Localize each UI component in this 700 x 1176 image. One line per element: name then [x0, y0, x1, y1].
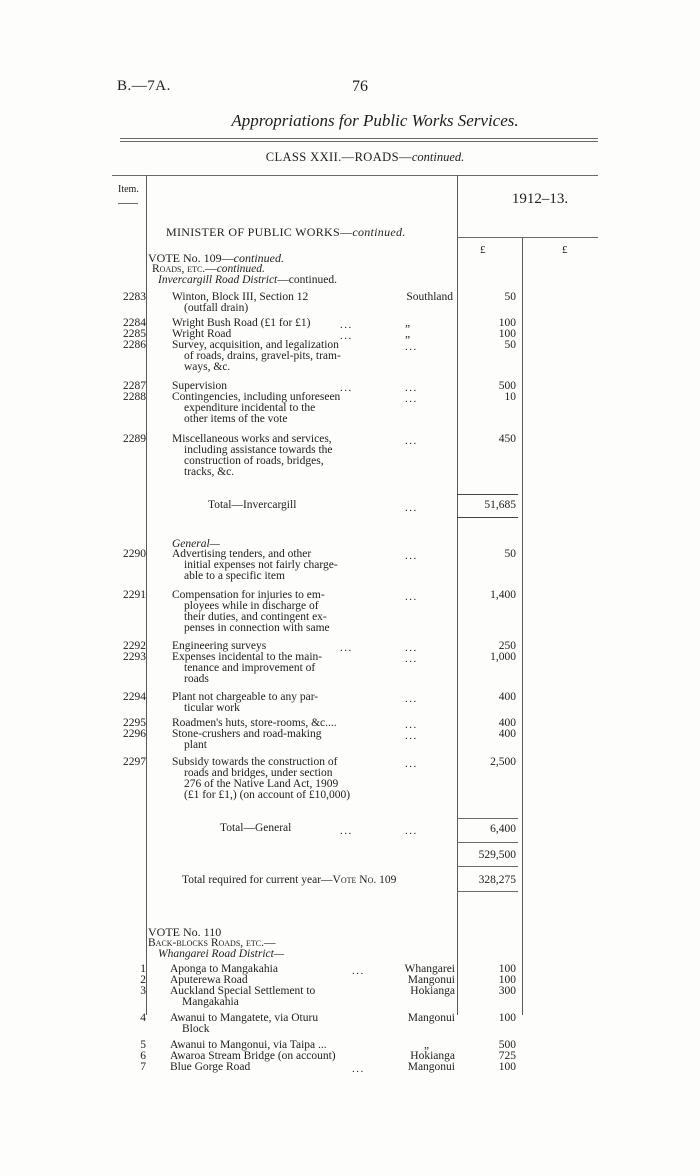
general-heading: General—	[172, 538, 220, 550]
item-description: their duties, and contingent ex-	[184, 611, 327, 623]
district-name: Hokianga	[410, 985, 455, 997]
item-number: 2289	[123, 433, 146, 445]
district-name: ...	[405, 382, 418, 394]
leader-dots: ...	[340, 319, 353, 331]
district-name: Mangonui	[407, 1061, 455, 1073]
district-name: ...	[405, 653, 418, 665]
item-description: roads and bridges, under section	[184, 767, 333, 779]
amount-column-rule-mid	[522, 237, 523, 1015]
item-amount: 500	[498, 380, 516, 392]
item-description: Subsidy towards the construction of	[172, 756, 338, 768]
district-name: ...	[405, 435, 418, 447]
total-invercargill-label: Total—Invercargill	[208, 499, 297, 511]
district-name: Southland	[406, 291, 453, 303]
item-description: Contingencies, including unforeseen	[172, 391, 341, 403]
district-name: Hokianga	[410, 1050, 455, 1062]
district-name: ...	[405, 719, 418, 731]
item-amount: 100	[498, 1061, 516, 1073]
item-number: 6	[140, 1050, 146, 1062]
item-number: 2291	[123, 589, 146, 601]
item-description: construction of roads, bridges,	[184, 455, 324, 467]
total-general-label: Total—General	[220, 822, 292, 834]
total-invercargill-amount: 51,685	[484, 499, 516, 511]
item-amount: 100	[498, 963, 516, 975]
item-description: (£1 for £1,) (on account of £10,000)	[184, 789, 351, 801]
vote-110-heading: VOTE No. 110	[148, 925, 222, 939]
item-amount: 725	[498, 1050, 516, 1062]
year-column-header: 1912–13.	[511, 191, 569, 207]
item-amount: 400	[498, 717, 516, 729]
item-number: 2292	[123, 640, 146, 652]
item-amount: 10	[504, 391, 516, 403]
item-description: initial expenses not fairly charge-	[184, 559, 338, 571]
item-amount: 400	[498, 691, 516, 703]
item-amount: 300	[498, 985, 516, 997]
item-number: 2288	[123, 391, 146, 403]
item-column-rule	[146, 175, 147, 1015]
item-amount: 100	[498, 974, 516, 986]
item-description: Engineering surveys	[172, 640, 267, 652]
district-name: ...	[405, 341, 418, 353]
item-amount: 450	[498, 433, 516, 445]
item-description: other items of the vote	[184, 413, 288, 425]
item-description: Awanui to Mangatete, via Oturu	[170, 1012, 319, 1024]
district-name: Mangonui	[407, 974, 455, 986]
district-name: ...	[405, 550, 418, 562]
item-number: 2	[140, 974, 146, 986]
item-description: 276 of the Native Land Act, 1909	[184, 778, 339, 790]
item-number: 3	[140, 985, 146, 997]
total-required-rule	[457, 891, 518, 892]
item-number: 2290	[123, 548, 146, 560]
item-amount: 250	[498, 640, 516, 652]
district-name: Mangonui	[407, 1012, 455, 1024]
item-description: Supervision	[172, 380, 227, 392]
item-number: 5	[140, 1039, 146, 1051]
item-description: Plant not chargeable to any par-	[172, 691, 319, 703]
item-description: of roads, drains, gravel-pits, tram-	[184, 350, 341, 362]
item-amount: 500	[498, 1039, 516, 1051]
district-name: ...	[405, 591, 418, 603]
ministry-heading: MINISTER OF PUBLIC WORKS—continued.	[166, 225, 406, 239]
item-description: plant	[184, 739, 207, 751]
item-description: tracks, &c.	[184, 466, 235, 478]
item-description: Blue Gorge Road	[170, 1061, 251, 1073]
class-heading: CLASS XXII.—ROADS—continued.	[265, 150, 465, 164]
item-column-header: Item.	[118, 184, 139, 195]
leader-dots: ...	[352, 965, 365, 977]
district-name: ...	[405, 393, 418, 405]
item-description: Aputerewa Road	[170, 974, 248, 986]
item-amount: 50	[504, 291, 516, 303]
district-name: ...	[405, 758, 418, 770]
item-number: 2295	[123, 717, 146, 729]
total-general-rule-bottom	[457, 842, 518, 843]
currency-header-2: £	[562, 244, 568, 256]
whangarei-district-heading: Whangarei Road District—	[158, 948, 285, 960]
title-rule-1	[120, 138, 598, 139]
district-name: „	[405, 317, 411, 329]
back-blocks-subheading: Back-blocks Roads, etc.—	[148, 937, 276, 949]
item-description: penses in connection with same	[184, 622, 330, 634]
page-title: Appropriations for Public Works Services.	[231, 111, 519, 130]
item-description: Compensation for injuries to em-	[172, 589, 325, 601]
item-description: able to a specific item	[184, 570, 285, 582]
document-reference: B.—7A.	[117, 78, 171, 94]
district-name: Whangarei	[404, 963, 455, 975]
item-description: ticular work	[184, 702, 240, 714]
item-amount: 1,000	[490, 651, 516, 663]
item-amount: 100	[498, 328, 516, 340]
item-number: 2286	[123, 339, 146, 351]
district-name: „	[424, 1039, 430, 1051]
item-description: Winton, Block III, Section 12	[172, 291, 309, 303]
item-description: expenditure incidental to the	[184, 402, 316, 414]
grand-subtotal-amount: 529,500	[478, 849, 516, 861]
item-amount: 100	[498, 317, 516, 329]
total-general-rule-top	[457, 818, 518, 819]
item-description: Block	[182, 1023, 210, 1035]
page-number: 76	[352, 78, 368, 95]
leader-dots: ...	[340, 642, 353, 654]
roads-subheading: Roads, etc.—continued.	[152, 263, 265, 275]
item-description: Roadmen's huts, store-rooms, &c....	[172, 717, 337, 729]
item-number: 2283	[123, 291, 146, 303]
item-amount: 400	[498, 728, 516, 740]
item-description: Advertising tenders, and other	[172, 548, 312, 560]
item-number: 2285	[123, 328, 146, 340]
grand-subtotal-rule	[457, 866, 518, 867]
leader-dots: ...	[352, 1063, 365, 1075]
item-number: 2287	[123, 380, 146, 392]
item-description: Aponga to Mangakahia	[170, 963, 278, 975]
item-description: Mangakahia	[182, 996, 239, 1008]
item-description: including assistance towards the	[184, 444, 333, 456]
vote-109-heading: VOTE No. 109—continued.	[148, 251, 284, 265]
item-description: Survey, acquisition, and legalization	[172, 339, 339, 351]
item-number: 2284	[123, 317, 146, 329]
item-amount: 50	[504, 339, 516, 351]
district-name: „	[405, 328, 411, 340]
leader-dots: ...	[340, 382, 353, 394]
item-description: ployees while in discharge of	[184, 600, 319, 612]
invercargill-district-heading: Invercargill Road District—continued.	[158, 274, 337, 286]
item-number: 4	[140, 1012, 146, 1024]
total-general-dots-2: ...	[405, 825, 418, 837]
currency-header-1: £	[480, 244, 486, 256]
item-number: 2296	[123, 728, 146, 740]
total-required-label: Total required for current year—Vote No. 109	[182, 874, 397, 886]
item-description: Auckland Special Settlement to	[170, 985, 316, 997]
item-description: Wright Road	[172, 328, 232, 340]
year-header-rule	[457, 237, 598, 238]
district-name: ...	[405, 642, 418, 654]
item-description: Expenses incidental to the main-	[172, 651, 323, 663]
table-top-rule	[112, 175, 598, 176]
item-amount: 2,500	[490, 756, 516, 768]
item-description: roads	[184, 673, 209, 685]
item-description: tenance and improvement of	[184, 662, 316, 674]
item-number: 2294	[123, 691, 146, 703]
total-required-amount: 328,275	[478, 874, 516, 886]
item-number: 2293	[123, 651, 146, 663]
item-description: Awaroa Stream Bridge (on account)	[170, 1050, 336, 1062]
item-description: Stone-crushers and road-making	[172, 728, 322, 740]
district-name: ...	[405, 730, 418, 742]
item-number: 1	[140, 963, 146, 975]
item-number: 2297	[123, 756, 146, 768]
total-general-dots-1: ...	[340, 825, 353, 837]
item-description: (outfall drain)	[184, 302, 249, 314]
item-number: 7	[140, 1061, 146, 1073]
item-amount: 100	[498, 1012, 516, 1024]
item-description: Wright Bush Road (£1 for £1)	[172, 317, 311, 329]
item-description: ways, &c.	[184, 361, 231, 373]
item-header-underline	[118, 203, 138, 204]
total-invercargill-dots: ...	[405, 502, 418, 514]
item-description: Miscellaneous works and services,	[172, 433, 332, 445]
title-rule-2	[120, 141, 598, 142]
item-amount: 1,400	[490, 589, 516, 601]
item-amount: 50	[504, 548, 516, 560]
leader-dots: ...	[340, 330, 353, 342]
item-description: Awanui to Mangonui, via Taipa ...	[170, 1039, 327, 1051]
total-general-amount: 6,400	[490, 823, 516, 835]
district-name: ...	[405, 693, 418, 705]
